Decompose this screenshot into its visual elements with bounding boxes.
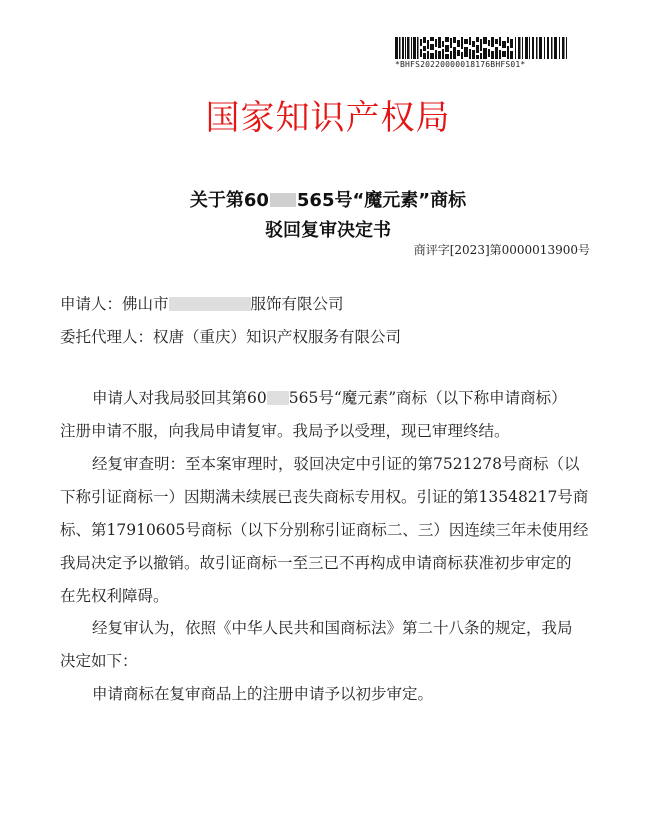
- text-segment: 申请人对我局驳回其第60: [92, 389, 267, 407]
- paragraph4-line1: 申请商标在复审商品上的注册申请予以初步审定。: [92, 685, 434, 703]
- applicant-name-suffix: 服饰有限公司: [250, 295, 344, 313]
- paragraph2-line2: 下称引证商标一）因期满未续展已丧失商标专用权。引证的第13548217号商: [60, 488, 589, 506]
- paragraph2-line1: 经复审查明：至本案审理时，驳回决定中引证的第7521278号商标（以: [92, 455, 580, 473]
- paragraph2-line3: 标、第17910605号商标（以下分别称引证商标二、三）因连续三年未使用经: [60, 521, 589, 539]
- agent-name: 权唐（重庆）知识产权服务有限公司: [153, 328, 402, 346]
- paragraph1-line2: 注册申请不服，向我局申请复审。我局予以受理，现已审理终结。: [60, 422, 510, 440]
- paragraph2-line4: 我局决定予以撤销。故引证商标一至三已不再构成申请商标获准初步审定的: [60, 554, 572, 572]
- text-segment: 565号“魔元素”商标（以下称申请商标）: [288, 389, 567, 407]
- document-title-line2: 驳回复审决定书: [265, 220, 391, 241]
- paragraph2-line5: 在先权利障碍。: [60, 587, 169, 605]
- agent-line: [60, 325, 401, 347]
- applicant-label: 申请人：: [60, 295, 123, 313]
- applicant-line: [60, 292, 344, 314]
- barcode-code-text: *BHFS20220000018176BHFS01*: [395, 60, 526, 69]
- applicant-name-prefix: 佛山市: [122, 295, 169, 313]
- title-text-before: 关于第60: [189, 190, 269, 211]
- paragraph3-line1: 经复审认为，依照《中华人民共和国商标法》第二十八条的规定，我局: [92, 619, 573, 637]
- paragraph3-line2: 决定如下：: [60, 652, 138, 670]
- title-text-after: 565号“魔元素”商标: [296, 190, 467, 211]
- agent-label: 委托代理人：: [60, 328, 154, 346]
- paragraph1-line1: [92, 386, 567, 408]
- barcode-image: [395, 37, 567, 59]
- redaction-block: [169, 297, 251, 311]
- redaction-block: [270, 193, 296, 207]
- document-number: 商评字[2023]第0000013900号: [413, 243, 590, 257]
- document-title-line1: [0, 186, 656, 212]
- redaction-block: [267, 391, 289, 405]
- agency-name: 国家知识产权局: [205, 98, 451, 138]
